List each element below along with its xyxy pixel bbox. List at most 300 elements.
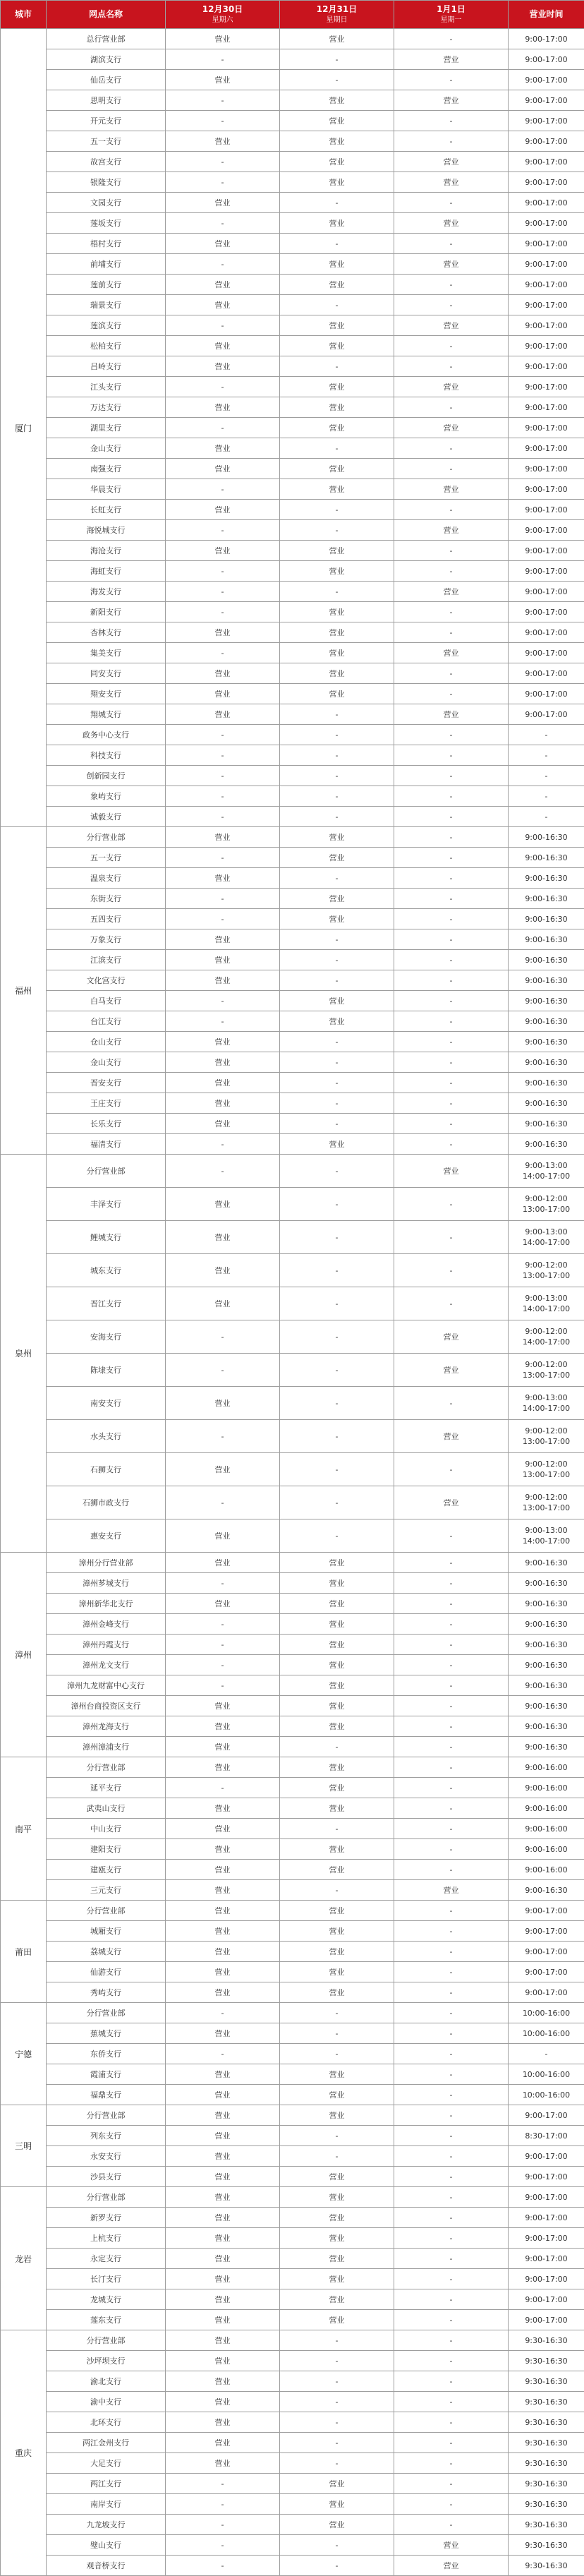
branch-name-cell: 故宫支行 <box>47 152 166 172</box>
day1-status: - <box>166 807 280 827</box>
hours-line: 9:00-17:00 <box>509 279 584 290</box>
day3-status: - <box>394 2228 509 2249</box>
table-row <box>1 725 584 745</box>
hours-line: 13:00-17:00 <box>509 1469 584 1480</box>
hours-cell <box>509 1420 584 1453</box>
hours-cell <box>509 950 584 970</box>
day1-status: 营业 <box>166 929 280 950</box>
hours-line: 14:00-17:00 <box>509 1337 584 1347</box>
hours-line: 9:00-16:30 <box>509 1599 584 1609</box>
hours-line: - <box>509 730 584 740</box>
day3-status: - <box>394 1675 509 1696</box>
day1-status: 营业 <box>166 2208 280 2228</box>
day3-status: - <box>394 602 509 622</box>
day3-status: - <box>394 786 509 807</box>
day3-status: - <box>394 1287 509 1320</box>
table-row <box>1 1921 584 1942</box>
day1-status: - <box>166 1134 280 1155</box>
hours-cell <box>509 991 584 1011</box>
branch-name-cell: 龙城支行 <box>47 2289 166 2310</box>
hours-line: 9:00-17:00 <box>509 259 584 270</box>
day1-status: 营业 <box>166 2330 280 2351</box>
branch-name-cell: 金山支行 <box>47 438 166 459</box>
day3-status: 营业 <box>394 582 509 602</box>
city-cell: 重庆 <box>1 2330 47 2576</box>
day2-status: 营业 <box>280 397 394 418</box>
day1-status: 营业 <box>166 704 280 725</box>
branch-name-cell: 晋安支行 <box>47 1073 166 1093</box>
day1-status: 营业 <box>166 950 280 970</box>
day1-status: 营业 <box>166 1287 280 1320</box>
day2-status: - <box>280 2146 394 2167</box>
hours-line: 9:00-17:00 <box>509 607 584 618</box>
day2-status: 营业 <box>280 1635 394 1655</box>
hours-line: 9:00-17:00 <box>509 136 584 147</box>
hours-line: 9:00-17:00 <box>509 1987 584 1998</box>
branch-name-cell: 列东支行 <box>47 2126 166 2146</box>
hours-cell <box>509 2371 584 2392</box>
hours-cell <box>509 1519 584 1553</box>
day2-status: - <box>280 970 394 991</box>
day1-status: 营业 <box>166 295 280 315</box>
day3-status: - <box>394 561 509 582</box>
branch-name-cell: 漳州九龙财富中心支行 <box>47 1675 166 1696</box>
city-cell: 宁德 <box>1 2003 47 2105</box>
branch-name-cell: 永安支行 <box>47 2146 166 2167</box>
day1-status: 营业 <box>166 193 280 213</box>
header-hours: 营业时间 <box>509 1 584 29</box>
branch-name-cell: 分行营业部 <box>47 2105 166 2126</box>
hours-line: - <box>509 812 584 822</box>
hours-line: 9:00-17:00 <box>509 2213 584 2223</box>
day1-status: - <box>166 90 280 111</box>
table-row <box>1 1188 584 1221</box>
branch-name-cell: 湖里支行 <box>47 418 166 438</box>
day1-status: 营业 <box>166 1942 280 1962</box>
table-row <box>1 1114 584 1134</box>
hours-cell <box>509 1188 584 1221</box>
day3-status: - <box>394 1696 509 1716</box>
day1-status: 营业 <box>166 336 280 356</box>
table-row <box>1 582 584 602</box>
hours-line: 9:00-17:00 <box>509 423 584 433</box>
table-row <box>1 1093 584 1114</box>
branch-name-cell: 东街支行 <box>47 889 166 909</box>
header-day1 <box>166 1 280 29</box>
hours-line: 9:00-16:30 <box>509 1098 584 1109</box>
day3-status: - <box>394 1519 509 1553</box>
hours-cell <box>509 1011 584 1032</box>
hours-cell <box>509 2330 584 2351</box>
hours-line: 9:00-17:00 <box>509 34 584 44</box>
table-row <box>1 2249 584 2269</box>
day3-status: - <box>394 131 509 152</box>
hours-cell <box>509 2146 584 2167</box>
day1-status: - <box>166 582 280 602</box>
table-row <box>1 1737 584 1757</box>
header-day1-date: 12月30日 <box>202 4 243 14</box>
hours-line: 9:00-17:00 <box>509 546 584 556</box>
hours-cell <box>509 643 584 663</box>
day1-status: 营业 <box>166 1716 280 1737</box>
branch-name-cell: 晋江支行 <box>47 1287 166 1320</box>
header-branch: 网点名称 <box>47 1 166 29</box>
day1-status: - <box>166 2044 280 2064</box>
city-cell: 厦门 <box>1 29 47 827</box>
hours-cell <box>509 1798 584 1819</box>
table-row <box>1 234 584 254</box>
day3-status: 营业 <box>394 1354 509 1387</box>
day2-status: 营业 <box>280 2167 394 2187</box>
hours-cell <box>509 1032 584 1052</box>
table-row <box>1 1614 584 1635</box>
day3-status: - <box>394 2208 509 2228</box>
branch-name-cell: 创新园支行 <box>47 766 166 786</box>
hours-line: 9:00-13:00 <box>509 1227 584 1237</box>
day1-status: 营业 <box>166 275 280 295</box>
hours-cell <box>509 827 584 848</box>
branch-name-cell: 长乐支行 <box>47 1114 166 1134</box>
day3-status: - <box>394 1901 509 1921</box>
day2-status: 营业 <box>280 848 394 868</box>
day2-status: - <box>280 2330 394 2351</box>
day2-status: - <box>280 2412 394 2433</box>
day1-status: 营业 <box>166 684 280 704</box>
hours-line: 9:00-16:30 <box>509 832 584 843</box>
hours-line: 9:00-12:00 <box>509 1260 584 1270</box>
table-row <box>1 848 584 868</box>
hours-line: 9:00-17:00 <box>509 382 584 392</box>
day1-status: - <box>166 315 280 336</box>
branch-name-cell: 新阳支行 <box>47 602 166 622</box>
day2-status: 营业 <box>280 827 394 848</box>
branch-name-cell: 水头支行 <box>47 1420 166 1453</box>
hours-line: 9:00-16:30 <box>509 914 584 925</box>
table-row <box>1 2023 584 2044</box>
branch-name-cell: 仓山支行 <box>47 1032 166 1052</box>
hours-cell <box>509 1635 584 1655</box>
branch-name-cell: 仙岳支行 <box>47 70 166 90</box>
day1-status: 营业 <box>166 1737 280 1757</box>
hours-line: 9:00-16:30 <box>509 955 584 965</box>
branch-name-cell: 两江支行 <box>47 2474 166 2494</box>
header-day2 <box>280 1 394 29</box>
day1-status: 营业 <box>166 827 280 848</box>
hours-cell <box>509 1696 584 1716</box>
day1-status: 营业 <box>166 1052 280 1073</box>
hours-line: 9:00-17:00 <box>509 1906 584 1916</box>
table-row <box>1 643 584 663</box>
hours-cell <box>509 377 584 397</box>
table-row <box>1 1453 584 1486</box>
table-row <box>1 2167 584 2187</box>
branch-name-cell: 蕉城支行 <box>47 2023 166 2044</box>
day1-status: 营业 <box>166 397 280 418</box>
hours-cell <box>509 1320 584 1354</box>
day1-status: - <box>166 643 280 663</box>
hours-cell <box>509 1354 584 1387</box>
hours-cell <box>509 2494 584 2515</box>
day2-status: 营业 <box>280 541 394 561</box>
table-row <box>1 1798 584 1819</box>
day3-status: - <box>394 1114 509 1134</box>
city-cell: 南平 <box>1 1757 47 1901</box>
day3-status: 营业 <box>394 377 509 397</box>
table-row <box>1 275 584 295</box>
day3-status: - <box>394 1032 509 1052</box>
table-row <box>1 561 584 582</box>
table-row <box>1 1675 584 1696</box>
branch-name-cell: 前埔支行 <box>47 254 166 275</box>
branch-name-cell: 渝中支行 <box>47 2392 166 2412</box>
day2-status: - <box>280 1155 394 1188</box>
branch-name-cell: 城东支行 <box>47 1254 166 1287</box>
hours-line: 13:00-17:00 <box>509 1204 584 1215</box>
branch-name-cell: 陈埭支行 <box>47 1354 166 1387</box>
day3-status: - <box>394 1819 509 1839</box>
day2-status: 营业 <box>280 1696 394 1716</box>
day1-status: - <box>166 725 280 745</box>
hours-cell <box>509 1052 584 1073</box>
header-day2-week: 星期日 <box>280 16 394 25</box>
hours-line: 9:00-16:30 <box>509 1119 584 1129</box>
table-row <box>1 704 584 725</box>
hours-line: 9:00-17:00 <box>509 116 584 126</box>
day3-status: - <box>394 889 509 909</box>
hours-line: 9:00-16:30 <box>509 1057 584 1068</box>
branch-name-cell: 吕岭支行 <box>47 356 166 377</box>
table-row <box>1 479 584 500</box>
table-row <box>1 2351 584 2371</box>
hours-line: 9:00-13:00 <box>509 1293 584 1304</box>
hours-cell <box>509 1287 584 1320</box>
hours-line: 9:00-17:00 <box>509 218 584 229</box>
hours-cell <box>509 1486 584 1519</box>
hours-cell <box>509 1675 584 1696</box>
day3-status: - <box>394 111 509 131</box>
day2-status: 营业 <box>280 479 394 500</box>
day1-status: 营业 <box>166 2064 280 2085</box>
branch-name-cell: 分行营业部 <box>47 2003 166 2023</box>
day2-status: 营业 <box>280 1614 394 1635</box>
hours-cell <box>509 1901 584 1921</box>
hours-cell <box>509 131 584 152</box>
branch-name-cell: 两江金州支行 <box>47 2433 166 2453</box>
hours-line: 9:00-16:30 <box>509 1660 584 1671</box>
day1-status: - <box>166 766 280 786</box>
day3-status: - <box>394 827 509 848</box>
table-row <box>1 1254 584 1287</box>
table-row <box>1 2310 584 2330</box>
hours-cell <box>509 2412 584 2433</box>
branch-name-cell: 渝北支行 <box>47 2371 166 2392</box>
schedule-body <box>1 29 584 2576</box>
header-day3-week: 星期一 <box>394 16 508 25</box>
day3-status: - <box>394 2126 509 2146</box>
day3-status: - <box>394 2392 509 2412</box>
table-row <box>1 459 584 479</box>
day1-status: - <box>166 1354 280 1387</box>
day1-status: 营业 <box>166 2187 280 2208</box>
day1-status: 营业 <box>166 1819 280 1839</box>
hours-line: 9:00-17:00 <box>509 361 584 372</box>
day2-status: - <box>280 950 394 970</box>
branch-name-cell: 南岸支行 <box>47 2494 166 2515</box>
branch-name-cell: 莲东支行 <box>47 2310 166 2330</box>
day1-status: 营业 <box>166 663 280 684</box>
hours-line: 9:00-12:00 <box>509 1326 584 1337</box>
hours-cell <box>509 1655 584 1675</box>
day1-status: 营业 <box>166 2453 280 2474</box>
hours-line: 9:00-16:30 <box>509 1639 584 1650</box>
table-row <box>1 1839 584 1860</box>
hours-line: 14:00-17:00 <box>509 1403 584 1414</box>
branch-name-cell: 翔城支行 <box>47 704 166 725</box>
branch-name-cell: 翔安支行 <box>47 684 166 704</box>
branch-name-cell: 漳州漳浦支行 <box>47 1737 166 1757</box>
hours-line: 9:00-16:30 <box>509 1016 584 1027</box>
hours-line: 9:00-16:30 <box>509 1721 584 1732</box>
day2-status: 营业 <box>280 2085 394 2105</box>
hours-cell <box>509 1073 584 1093</box>
hours-line: 13:00-17:00 <box>509 1370 584 1380</box>
table-row <box>1 1486 584 1519</box>
branch-name-cell: 漳州台商投资区支行 <box>47 1696 166 1716</box>
branch-name-cell: 建阳支行 <box>47 1839 166 1860</box>
day1-status: 营业 <box>166 2310 280 2330</box>
hours-line: 9:00-17:00 <box>509 320 584 331</box>
hours-cell <box>509 868 584 889</box>
table-row <box>1 29 584 49</box>
hours-cell <box>509 234 584 254</box>
branch-name-cell: 瑞景支行 <box>47 295 166 315</box>
hours-line: 9:30-16:30 <box>509 2397 584 2407</box>
hours-cell <box>509 459 584 479</box>
hours-cell <box>509 1553 584 1573</box>
day2-status: - <box>280 745 394 766</box>
day2-status: - <box>280 1221 394 1254</box>
day3-status: - <box>394 622 509 643</box>
day2-status: 营业 <box>280 991 394 1011</box>
table-row <box>1 1553 584 1573</box>
day3-status: - <box>394 684 509 704</box>
day3-status: - <box>394 2371 509 2392</box>
table-row <box>1 2433 584 2453</box>
day2-status: 营业 <box>280 1716 394 1737</box>
table-row <box>1 111 584 131</box>
branch-name-cell: 诚毅支行 <box>47 807 166 827</box>
table-row <box>1 1387 584 1420</box>
day3-status: 营业 <box>394 1320 509 1354</box>
branch-name-cell: 万达支行 <box>47 397 166 418</box>
hours-cell <box>509 418 584 438</box>
branch-name-cell: 石狮市政支行 <box>47 1486 166 1519</box>
hours-line: 9:00-16:00 <box>509 1865 584 1875</box>
day3-status: - <box>394 1635 509 1655</box>
day3-status: 营业 <box>394 643 509 663</box>
hours-cell <box>509 1839 584 1860</box>
day1-status: 营业 <box>166 1921 280 1942</box>
day3-status: - <box>394 2412 509 2433</box>
day3-status: 营业 <box>394 418 509 438</box>
day2-status: - <box>280 1737 394 1757</box>
hours-line: - <box>509 791 584 802</box>
hours-cell <box>509 725 584 745</box>
day2-status: 营业 <box>280 2269 394 2289</box>
hours-cell <box>509 2208 584 2228</box>
table-row <box>1 2474 584 2494</box>
table-row <box>1 2228 584 2249</box>
day2-status: - <box>280 438 394 459</box>
day3-status: - <box>394 766 509 786</box>
day2-status: - <box>280 1453 394 1486</box>
day3-status: - <box>394 1134 509 1155</box>
hours-cell <box>509 848 584 868</box>
day3-status: - <box>394 1655 509 1675</box>
day3-status: - <box>394 1573 509 1594</box>
branch-name-cell: 仙游支行 <box>47 1962 166 1982</box>
day2-status: 营业 <box>280 1757 394 1778</box>
branch-name-cell: 漳州新华北支行 <box>47 1594 166 1614</box>
hours-cell <box>509 397 584 418</box>
table-row <box>1 1519 584 1553</box>
hours-line: 9:00-17:00 <box>509 2294 584 2305</box>
table-row <box>1 2105 584 2126</box>
branch-name-cell: 文园支行 <box>47 193 166 213</box>
day2-status: 营业 <box>280 1675 394 1696</box>
branch-name-cell: 杏林支行 <box>47 622 166 643</box>
hours-cell <box>509 2351 584 2371</box>
day2-status: 营业 <box>280 336 394 356</box>
branch-name-cell: 武夷山支行 <box>47 1798 166 1819</box>
day2-status: 营业 <box>280 418 394 438</box>
day2-status: - <box>280 2351 394 2371</box>
day2-status: - <box>280 1420 394 1453</box>
day1-status: - <box>166 2535 280 2556</box>
day1-status: 营业 <box>166 1880 280 1901</box>
branch-name-cell: 霞浦支行 <box>47 2064 166 2085</box>
table-row <box>1 1073 584 1093</box>
day1-status: - <box>166 1320 280 1354</box>
day1-status: - <box>166 1655 280 1675</box>
day1-status: 营业 <box>166 2412 280 2433</box>
hours-line: 9:00-16:00 <box>509 1762 584 1773</box>
day3-status: - <box>394 2310 509 2330</box>
branch-name-cell: 长虹支行 <box>47 500 166 520</box>
day2-status: 营业 <box>280 2310 394 2330</box>
day3-status: - <box>394 725 509 745</box>
day1-status: - <box>166 561 280 582</box>
day3-status: - <box>394 1982 509 2003</box>
branch-name-cell: 海沧支行 <box>47 541 166 561</box>
day1-status: 营业 <box>166 70 280 90</box>
hours-line: 9:00-16:00 <box>509 1844 584 1855</box>
branch-name-cell: 沙县支行 <box>47 2167 166 2187</box>
header-day3 <box>394 1 509 29</box>
branch-name-cell: 分行营业部 <box>47 827 166 848</box>
table-row <box>1 827 584 848</box>
day2-status: - <box>280 295 394 315</box>
table-row <box>1 2003 584 2023</box>
day3-status: - <box>394 2249 509 2269</box>
day1-status: 营业 <box>166 2392 280 2412</box>
day1-status: 营业 <box>166 1757 280 1778</box>
branch-name-cell: 总行营业部 <box>47 29 166 49</box>
day1-status: - <box>166 2003 280 2023</box>
day1-status: 营业 <box>166 459 280 479</box>
table-row <box>1 868 584 889</box>
table-row <box>1 1819 584 1839</box>
